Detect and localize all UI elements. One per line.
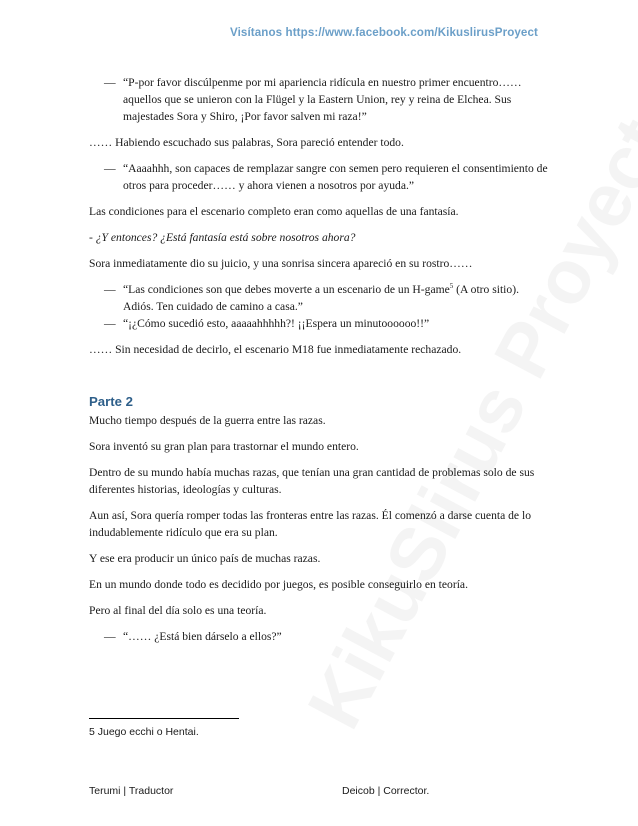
dialogue-line (89, 281, 549, 315)
paragraph: Dentro de su mundo había muchas razas, que tenían una gran cantidad de problemas solo de sus diferentes historias, ideologías y culturas. (89, 466, 535, 496)
dialogue-line (89, 74, 549, 125)
page-content (89, 74, 549, 645)
footnote-divider (89, 718, 239, 719)
footnote-ref[interactable]: 5 (449, 282, 454, 291)
paragraph: Sora inmediatamente dio su juicio, y una sonrisa sincera apareció en su rostro…… (89, 257, 473, 270)
dialogue-dash: — (104, 283, 116, 296)
paragraph: - ¿Y entonces? ¿Está fantasía está sobre nosotros ahora? (89, 231, 356, 244)
header-link[interactable]: Visítanos https://www.facebook.com/KikuslirusProyect (229, 26, 538, 39)
dialogue-text: (A otro sitio). Adiós. Ten cuidado de camino a casa.” (123, 283, 519, 313)
dialogue-dash: — (104, 76, 116, 89)
paragraph: Las condiciones para el escenario completo eran como aquellas de una fantasía. (89, 205, 459, 218)
dialogue-line (89, 628, 549, 645)
dialogue-text: “Las condiciones son que debes moverte a un escenario de un H-game (123, 283, 450, 296)
paragraph: Mucho tiempo después de la guerra entre las razas. (89, 414, 326, 427)
section-heading: Parte 2 (89, 394, 133, 409)
footer-translator: Terumi | Traductor (89, 785, 174, 797)
dialogue-text: “Aaaahhh, son capaces de remplazar sangre con semen pero requieren el consentimiento de otros para proceder…… y ahora vienen a nosotros por ayuda.” (123, 162, 548, 192)
dialogue-dash: — (104, 630, 116, 643)
dialogue-text: “P-por favor discúlpenme por mi apariencia ridícula en nuestro primer encuentro…… aquellos que se unieron con la Flügel y la Eastern Union, rey y reina de Elchea. Sus majestades Sora y Shiro, ¡Por favor salven mi raza!” (123, 76, 522, 123)
paragraph: En un mundo donde todo es decidido por juegos, es posible conseguirlo en teoría. (89, 578, 468, 591)
paragraph: Sora inventó su gran plan para trastornar el mundo entero. (89, 440, 359, 453)
dialogue-text: “¡¿Cómo sucedió esto, aaaaahhhhh?! ¡¡Espera un minutoooooo!!” (123, 317, 430, 330)
dialogue-line (89, 160, 549, 194)
paragraph: Aun así, Sora quería romper todas las fronteras entre las razas. Él comenzó a darse cuenta de lo indudablemente ridículo que era su plan. (89, 509, 531, 539)
paragraph: …… Habiendo escuchado sus palabras, Sora pareció entender todo. (89, 136, 404, 149)
footer-corrector: Deicob | Corrector. (342, 785, 430, 797)
paragraph: Pero al final del día solo es una teoría. (89, 604, 267, 617)
dialogue-text: “…… ¿Está bien dárselo a ellos?” (123, 630, 282, 643)
footnote: 5 Juego ecchi o Hentai. (89, 726, 199, 738)
paragraph: Y ese era producir un único país de muchas razas. (89, 552, 321, 565)
paragraph: …… Sin necesidad de decirlo, el escenario M18 fue inmediatamente rechazado. (89, 343, 462, 356)
dialogue-dash: — (104, 317, 116, 330)
dialogue-dash: — (104, 162, 116, 175)
dialogue-line (89, 315, 549, 332)
